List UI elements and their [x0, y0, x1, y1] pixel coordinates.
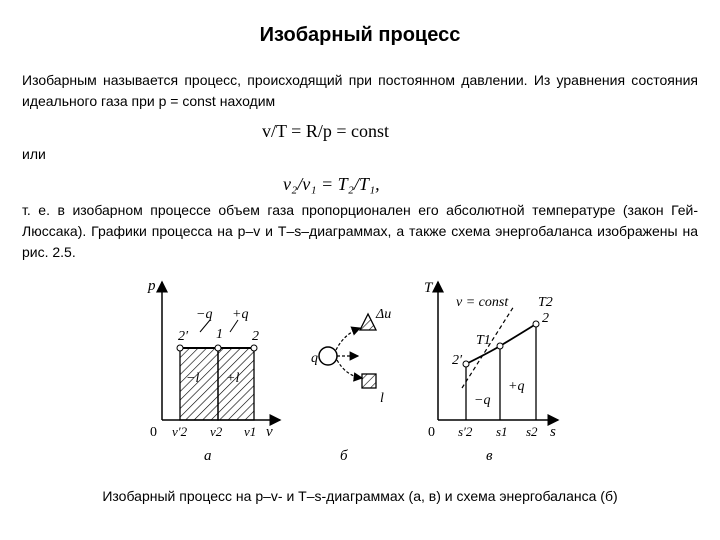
label-pt2: 2 — [542, 311, 549, 326]
point-1-ts — [497, 343, 503, 349]
T-axis-label: T — [424, 280, 433, 296]
slide-title: Изобарный процесс — [259, 24, 461, 46]
s-axis-label: s — [550, 424, 556, 440]
tick-v2prime: v′2 — [172, 424, 188, 439]
label-neg-q: −q — [196, 307, 213, 322]
origin-label-ts: 0 — [428, 425, 435, 440]
label-T1: T1 — [476, 333, 491, 348]
tick-v1: v1 — [244, 424, 257, 439]
isochore-label: v = const — [456, 295, 509, 310]
internal-energy-triangle — [360, 314, 376, 330]
diagram-pv — [147, 278, 280, 464]
origin-label: 0 — [150, 425, 157, 440]
label-2: 2 — [252, 329, 259, 344]
point-2prime-ts — [463, 361, 469, 367]
formula-gay-lussac: v₂/v₁ = T₂/T₁, — [283, 174, 380, 194]
label-pos-q-ts: +q — [508, 379, 525, 394]
label-pos-q: +q — [232, 307, 249, 322]
work-square — [362, 374, 376, 388]
point-2-ts — [533, 321, 539, 327]
p-axis-label: p — [148, 278, 156, 294]
point-1 — [215, 345, 221, 351]
formula-v-over-t: v/T = R/p = const — [262, 121, 389, 141]
point-2 — [251, 345, 257, 351]
tick-s2prime: s′2 — [458, 424, 473, 439]
label-T2: T2 — [538, 295, 553, 310]
figure-caption: Изобарный процесс на p–v- и T–s-диаграммах (a, в) и схема энергобаланса (б) — [102, 488, 618, 504]
label-l: l — [380, 391, 384, 406]
tick-s1: s1 — [496, 424, 508, 439]
label-pt2prime: 2′ — [452, 353, 463, 368]
or-word: или — [22, 146, 46, 162]
label-pos-l: +l — [226, 371, 240, 386]
label-2prime: 2′ — [178, 329, 189, 344]
label-neg-l: −l — [186, 371, 200, 386]
panel-c-label: в — [486, 448, 493, 464]
panel-a-label: а — [204, 448, 212, 464]
heat-source-circle — [319, 347, 337, 365]
label-neg-q-ts: −q — [474, 393, 491, 408]
v-axis-label: v — [266, 424, 273, 440]
tick-s2: s2 — [526, 424, 538, 439]
tick-v2: v2 — [210, 424, 223, 439]
label-du: Δu — [376, 307, 392, 322]
paragraph-gay-lussac: т. е. в изобарном процессе объем газа пропорционален его абсолютной температуре (закон Гей-Люссака). Графики процесса на p–v и T–s–диаграммах, а также схема энергобаланса изображены на рис. 2.5. — [22, 202, 698, 260]
paragraph-definition: Изобарным называется процесс, происходящий при постоянном давлении. Из уравнения состояния идеального газа при p = const находим — [22, 72, 698, 109]
figure-2-5 — [140, 270, 580, 470]
panel-b-label: б — [340, 448, 348, 464]
label-1: 1 — [216, 327, 223, 342]
diagram-ts — [424, 280, 558, 464]
point-2prime — [177, 345, 183, 351]
label-q: q — [311, 351, 318, 366]
diagram-energy-balance — [311, 307, 391, 464]
